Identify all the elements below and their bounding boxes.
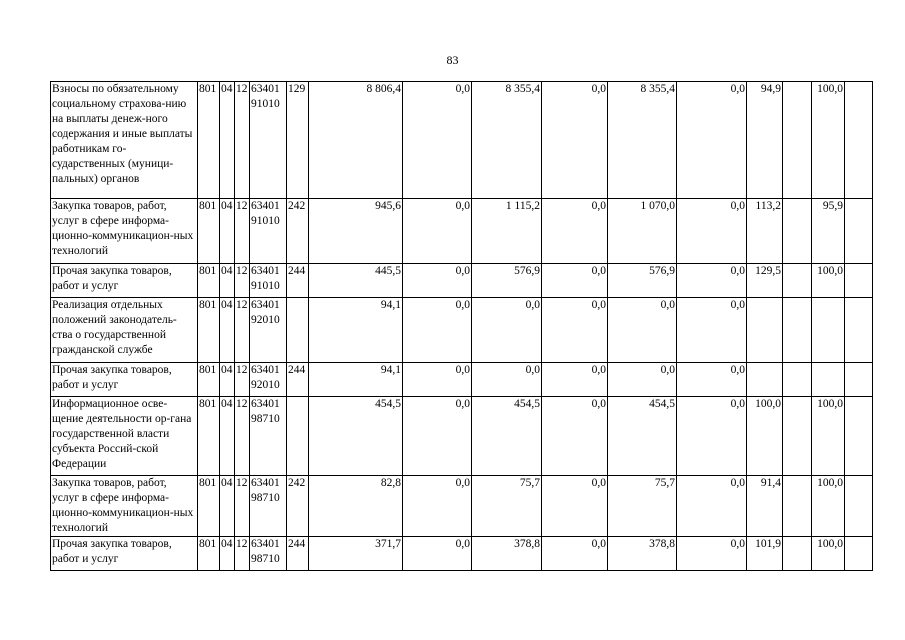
section-code: 04: [220, 363, 235, 397]
target-article-code: [250, 298, 287, 363]
row-name: Реализация отдельных положений законодатель-ства о государственной гражданской службе: [51, 298, 198, 363]
target-article-code-part1: 63401: [251, 477, 280, 489]
subsection-code: 12: [235, 363, 250, 397]
value-col-10: [845, 537, 873, 571]
value-col-1: 454,5: [309, 397, 403, 476]
value-col-7: 94,9: [747, 82, 783, 199]
value-col-5: 8 355,4: [608, 82, 677, 199]
value-col-4: 0,0: [542, 397, 608, 476]
grbs-code: 801: [198, 82, 220, 199]
table-row: [51, 298, 873, 363]
target-article-code-part2: 92010: [251, 314, 280, 326]
value-col-6: 0,0: [677, 199, 747, 264]
value-col-3: 75,7: [472, 476, 542, 537]
value-col-4: 0,0: [542, 264, 608, 298]
section-code: 04: [220, 537, 235, 571]
value-col-5: 1 070,0: [608, 199, 677, 264]
value-col-10: [845, 298, 873, 363]
value-col-10: [845, 264, 873, 298]
row-name: Закупка товаров, работ, услуг в сфере информа-ционно-коммуникацион-ных технологий: [51, 476, 198, 537]
value-col-1: 94,1: [309, 363, 403, 397]
value-col-1: 445,5: [309, 264, 403, 298]
value-col-1: 945,6: [309, 199, 403, 264]
target-article-code-part1: 63401: [251, 299, 280, 311]
value-col-4: 0,0: [542, 82, 608, 199]
target-article-code-part1: 63401: [251, 200, 280, 212]
value-col-5: 0,0: [608, 363, 677, 397]
value-col-5: 0,0: [608, 298, 677, 363]
value-col-6: 0,0: [677, 82, 747, 199]
value-col-2: 0,0: [403, 397, 472, 476]
row-name: Взносы по обязательному социальному страхова-нию на выплаты денеж-ного содержания и иные выплаты работникам го-сударственных (муници-пальных) органов: [51, 82, 198, 199]
expense-type-code: 244: [287, 264, 309, 298]
value-col-9: 100,0: [812, 476, 845, 537]
value-col-10: [845, 82, 873, 199]
target-article-code: [250, 82, 287, 199]
value-col-10: [845, 363, 873, 397]
row-name: Информационное осве-щение деятельности ор-гана государственной власти субъекта Россий-ской Федерации: [51, 397, 198, 476]
row-name: Прочая закупка товаров, работ и услуг: [51, 264, 198, 298]
value-col-6: 0,0: [677, 298, 747, 363]
value-col-3: 378,8: [472, 537, 542, 571]
row-name: Прочая закупка товаров, работ и услуг: [51, 363, 198, 397]
target-article-code: [250, 537, 287, 571]
value-col-1: 94,1: [309, 298, 403, 363]
grbs-code: 801: [198, 264, 220, 298]
section-code: 04: [220, 199, 235, 264]
value-col-2: 0,0: [403, 264, 472, 298]
value-col-5: 576,9: [608, 264, 677, 298]
value-col-7: [747, 363, 783, 397]
subsection-code: 12: [235, 397, 250, 476]
value-col-3: 454,5: [472, 397, 542, 476]
value-col-6: 0,0: [677, 537, 747, 571]
target-article-code: [250, 476, 287, 537]
target-article-code-part2: 92010: [251, 379, 280, 391]
value-col-4: 0,0: [542, 363, 608, 397]
value-col-2: 0,0: [403, 537, 472, 571]
value-col-6: 0,0: [677, 397, 747, 476]
table-row: [51, 537, 873, 571]
value-col-3: 8 355,4: [472, 82, 542, 199]
expense-type-code: 242: [287, 199, 309, 264]
value-col-10: [845, 397, 873, 476]
target-article-code-part1: 63401: [251, 83, 280, 95]
value-col-7: 91,4: [747, 476, 783, 537]
value-col-8: [783, 264, 812, 298]
table-row: [51, 199, 873, 264]
value-col-9: 100,0: [812, 537, 845, 571]
target-article-code-part2: 91010: [251, 280, 280, 292]
subsection-code: 12: [235, 298, 250, 363]
grbs-code: 801: [198, 537, 220, 571]
grbs-code: 801: [198, 476, 220, 537]
target-article-code: [250, 264, 287, 298]
subsection-code: 12: [235, 199, 250, 264]
value-col-9: 100,0: [812, 82, 845, 199]
subsection-code: 12: [235, 537, 250, 571]
value-col-7: 100,0: [747, 397, 783, 476]
target-article-code-part1: 63401: [251, 538, 280, 550]
value-col-10: [845, 476, 873, 537]
value-col-8: [783, 397, 812, 476]
value-col-5: 454,5: [608, 397, 677, 476]
value-col-2: 0,0: [403, 199, 472, 264]
value-col-3: 576,9: [472, 264, 542, 298]
target-article-code: [250, 199, 287, 264]
row-name: Прочая закупка товаров, работ и услуг: [51, 537, 198, 571]
value-col-2: 0,0: [403, 298, 472, 363]
value-col-1: 82,8: [309, 476, 403, 537]
value-col-8: [783, 298, 812, 363]
table-row: [51, 476, 873, 537]
expense-type-code: 244: [287, 537, 309, 571]
subsection-code: 12: [235, 82, 250, 199]
value-col-7: 113,2: [747, 199, 783, 264]
target-article-code-part1: 63401: [251, 265, 280, 277]
subsection-code: 12: [235, 264, 250, 298]
value-col-2: 0,0: [403, 363, 472, 397]
value-col-7: [747, 298, 783, 363]
section-code: 04: [220, 476, 235, 537]
grbs-code: 801: [198, 363, 220, 397]
value-col-8: [783, 82, 812, 199]
expense-type-code: 242: [287, 476, 309, 537]
value-col-4: 0,0: [542, 537, 608, 571]
table-row: [51, 82, 873, 199]
table-row: [51, 397, 873, 476]
section-code: 04: [220, 298, 235, 363]
expense-type-code: 129: [287, 82, 309, 199]
table-row: [51, 363, 873, 397]
subsection-code: 12: [235, 476, 250, 537]
table-row: [51, 264, 873, 298]
section-code: 04: [220, 82, 235, 199]
grbs-code: 801: [198, 298, 220, 363]
value-col-7: 101,9: [747, 537, 783, 571]
target-article-code-part2: 98710: [251, 492, 280, 504]
value-col-3: 1 115,2: [472, 199, 542, 264]
grbs-code: 801: [198, 397, 220, 476]
value-col-6: 0,0: [677, 264, 747, 298]
section-code: 04: [220, 397, 235, 476]
value-col-1: 371,7: [309, 537, 403, 571]
value-col-1: 8 806,4: [309, 82, 403, 199]
target-article-code-part2: 91010: [251, 215, 280, 227]
value-col-7: 129,5: [747, 264, 783, 298]
value-col-2: 0,0: [403, 476, 472, 537]
value-col-2: 0,0: [403, 82, 472, 199]
value-col-5: 75,7: [608, 476, 677, 537]
value-col-9: 100,0: [812, 397, 845, 476]
value-col-8: [783, 199, 812, 264]
section-code: 04: [220, 264, 235, 298]
row-name: Закупка товаров, работ, услуг в сфере информа-ционно-коммуникацион-ных технологий: [51, 199, 198, 264]
target-article-code-part2: 98710: [251, 413, 280, 425]
value-col-3: 0,0: [472, 363, 542, 397]
value-col-4: 0,0: [542, 298, 608, 363]
value-col-5: 378,8: [608, 537, 677, 571]
value-col-9: 95,9: [812, 199, 845, 264]
value-col-9: [812, 298, 845, 363]
target-article-code-part2: 98710: [251, 553, 280, 565]
target-article-code: [250, 363, 287, 397]
target-article-code-part1: 63401: [251, 398, 280, 410]
budget-table: [50, 81, 873, 571]
target-article-code: [250, 397, 287, 476]
expense-type-code: [287, 397, 309, 476]
grbs-code: 801: [198, 199, 220, 264]
expense-type-code: [287, 298, 309, 363]
value-col-6: 0,0: [677, 363, 747, 397]
value-col-8: [783, 476, 812, 537]
value-col-10: [845, 199, 873, 264]
value-col-6: 0,0: [677, 476, 747, 537]
value-col-3: 0,0: [472, 298, 542, 363]
value-col-9: [812, 363, 845, 397]
target-article-code-part1: 63401: [251, 364, 280, 376]
value-col-4: 0,0: [542, 199, 608, 264]
value-col-9: 100,0: [812, 264, 845, 298]
value-col-8: [783, 363, 812, 397]
value-col-8: [783, 537, 812, 571]
page-number: 83: [446, 53, 459, 67]
value-col-4: 0,0: [542, 476, 608, 537]
expense-type-code: 244: [287, 363, 309, 397]
target-article-code-part2: 91010: [251, 98, 280, 110]
